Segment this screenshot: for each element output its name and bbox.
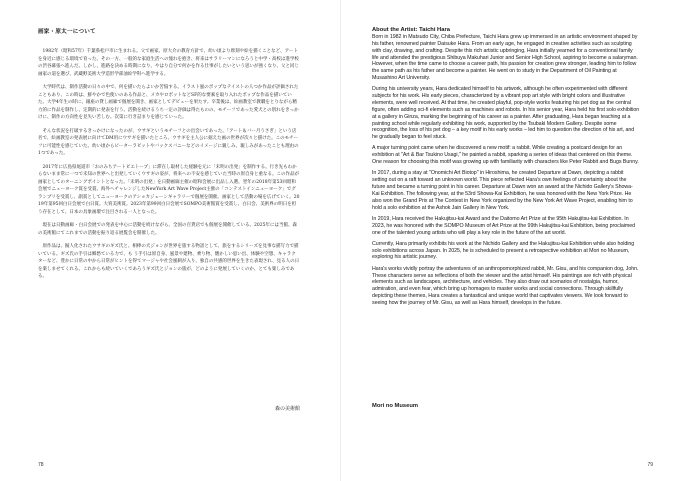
paragraph: In 2017, during a stay at "Onomichi Art Biotop" in Hiroshima, he created Departure at Dawn, depicting a rabbit setting out on a raft toward an unknown world. This piece reflected Hara's own feelings of uncertainty about the future and became a turning point in his career. Departure at Dawn won an award at the Nichido Gallery's Showa-Kai Exhibition. The following year, at the 53rd Showa-Kai Exhibition, he was honored with the New York Prize. He also won the Grand Prix at The Contest in New York organized by the New York Art Wave Project, enabling him to hold a solo exhibition at the Ashok Jain Gallery in New York. (372, 170, 633, 211)
japanese-body-text (38, 48, 300, 287)
paragraph: 原作品は、擬人化されたウサギのギズ氏と、相棒の犬ジョンが世界を旅する物語として、旅をするシリーズを見事な描写力で描いている。ギズ氏の手引は郷愁ている力で、も う手引は原自身、風景や建物、乗り物、懐かしい思い出、体験や空想、キャラクターなど、豊かに日常の中から日常がヒントを得てマージャや社会風刺が入り、独自の共感的世界を生きた表現され、見る人の日を楽しませてくれる。これからも続いていくであろうギズ氏とジョンの旅が、どのように発展していくのか、とても楽しみである。 (38, 244, 300, 280)
paragraph: そんな状況を打破するきっかけになったのが、ウサギというモチーフとの出会いであった。「アート＆バー月うさぎ」という店名で、絵画教室の発表展に向けてDM用にウサギを描いたところ、ウサギを主人公に据えた画の世界が次々と描けた。このモチーフに可能性を感じていた。幼い頃からピーターラビットやバックスバニーなどのイメージに親しみ、親しみがあったことも理由の1つであった。 (38, 128, 299, 157)
right-page (341, 0, 681, 481)
page-title: About the Artist: Taichi Hara (372, 27, 450, 33)
signature: 森の美術館 (274, 406, 300, 412)
paragraph: 1982年（昭和57年）千葉県松戸市に生まれる。父で画家、原大介の教育方針で、幼い頃より彫刻や絵を描くことなど、アートを身近に感じる環境で育った。その一方、一般的な家庭生活への憧れを抱き、将来はサラリーマンになろうと中学・高校は進学校の渋谷幕張へ進んだ。しかし、進路を決める時期になり、やはり自分で何かを作る仕事がしたいという思いが強くなり、父と同じ画家の道を選び、武蔵野美術大学造形学部油絵学科へ進学する。 (38, 49, 299, 77)
page-number: 78 (38, 462, 44, 468)
left-page (0, 0, 340, 481)
signature: Mori no Museum (372, 403, 419, 409)
paragraph: 現在は日動画廊・白日会展での発表を中心に活動を続けながら、全国の百貨店でも個展を開催している。2025年には当館、森の美術館にてこれまでの活動を振り返る展覧会を開催した。 (38, 223, 297, 236)
paragraph: 大学時代は、制作活動の日々の中で、何を描いたらよいか苦悩する。イラスト風のポップなテイストの人つか作品が評価されたこともあり、この時は、鮮やかで色使いのある作品と、メカやロボットなどSF的な要素を取り入れたポップな作品を描いていた。大学4年生の時に、銀座の貸し画廊で個展を開き、画家としてデビューを果たす。卒業後は、絵画教室で教職をとりながら精力的に作品を制作し、定期的に発表を行う。活動を続けるうち一定の評価は得たものの、モチーフであった愛犬との別れをきっかけに、制作の方向性を見失い苦しむ。次第に行き詰まりを感じていった。 (38, 84, 299, 121)
english-body-text (372, 34, 640, 311)
paragraph: Hara's works vividly portray the adventures of an anthropomorphized rabbit, Mr. Gisu, and his companion dog, John. These characters serve as reflections of both the viewer and the artist himself. His paintings are rich with physical elements such as landscapes, architecture, and vehicles. They also draw out scenarios of nostalgia, humor, admiration, and even fear, which bring up homages to master works and social connections. Through skillfully depicting these themes, Hara creates a fantastical and unique world that captivates viewers. We look forward to seeing how the journey of Mr. Gisu, as well as Hara himself, develops in the future. (372, 265, 639, 306)
paragraph: During his university years, Hara dedicated himself to his artwork, although he often experimented with different subjects for his work. His early pieces, characterized by a vibrant pop art style with bright colors and illustrative elements, were well received. At that time, he created playful, pop-style works featuring his pet dog as the central figure, often adding sci-fi elements such as machines and robots. In his senior year, Hara held his first solo exhibition at a gallery in Ginza, marking the beginning of his career as a painter. After graduating, Hara began teaching at a painting school while regularly exhibiting his work, supported by the Tsubaki Modern Gallery. Despite some recognition, the loss of his pet dog – a key motif in his early works – led him to question the direction of his art, and he gradually began to feel stuck. (372, 86, 640, 141)
page-title: 画家・原太一について (38, 29, 96, 35)
paragraph: In 2019, Hara received the Hakujitsu-kai Award and the Daitomo Art Prize at the 95th Hakujitsu-kai Exhibition. In 2023, he was honored with the SOMPO Museum of Art Prize at the 99th Hakujitsu-kai Exhibition, being proclaimed one of the talented young artists who will play a key role in the future of the art world. (372, 215, 636, 236)
page-number: 79 (647, 462, 653, 468)
paragraph: Currently, Hara primarily exhibits his work at the Nichido Gallery and the Hakujitsu-kai Exhibition while also holding solo exhibitions across Japan. In 2025, he is scheduled to present a retrospective exhibition at Mori no Museum, exploring his artistic journey. (372, 240, 635, 261)
paragraph: A major turning point came when he discovered a new motif: a rabbit. While creating a postcard design for an exhibition at "Art & Bar Tsukino Usagi," he painted a rabbit, sparking a series of ideas that centered on this theme. One reason for choosing this motif was growing up with familiarity with characters like Peter Rabbit and Bugs Bunny. (372, 145, 639, 166)
paragraph: Born in 1982 in Matsudo City, Chiba Prefecture, Taichi Hara grew up immersed in an artistic environment shaped by his father, renowned painter Daisuke Hara. From an early age, he engaged in creative activities such as sculpting with clay, drawing, and crafting. Despite this rich artistic upbringing, Hara initially yearned for a conventional family life and attended the prestigious Shibuya Makuhari Junior and Senior High School, aspiring to become a salaryman. However, when the time came to choose a career path, his passion for creation grew stronger, leading him to follow the same path as his father and become a painter. He went on to study in the Department of Oil Painting at Musashino Art University. (372, 34, 638, 82)
paragraph: 2017年に広島県尾道市「おのみちアートビエトープ」に滞在し取材した経験を元に「未明の出発」を制作する。行き先もわからないまま常に一つで未知の世界へと出発していくウサギの姿が、将来への不安を感じていた当時の原自身と重なる。この作品が画家としてのターニングポイントとなった。「未明の出発」を日動画廊主催の昭和会展に出品し入選。翌年の2018年第53回昭和会展でニューヨーク賞を受賞。海外へチャレンジしたNewYork Art Wave Project主催の「コンテストインニューヨーク」でグランプリを受賞し、副賞としてニューヨークのアショカジェーンギャラリーで個展を開催。画家として活動の場を広げていく。2019年第95回白日会展で白日賞。大宥美術賞。2023年第99回白日会展でSOMPO美術館賞を受賞し、白日会、美術界の明日を担う存在として、日本の具象画壇で注目される一人となった。 (38, 164, 300, 216)
